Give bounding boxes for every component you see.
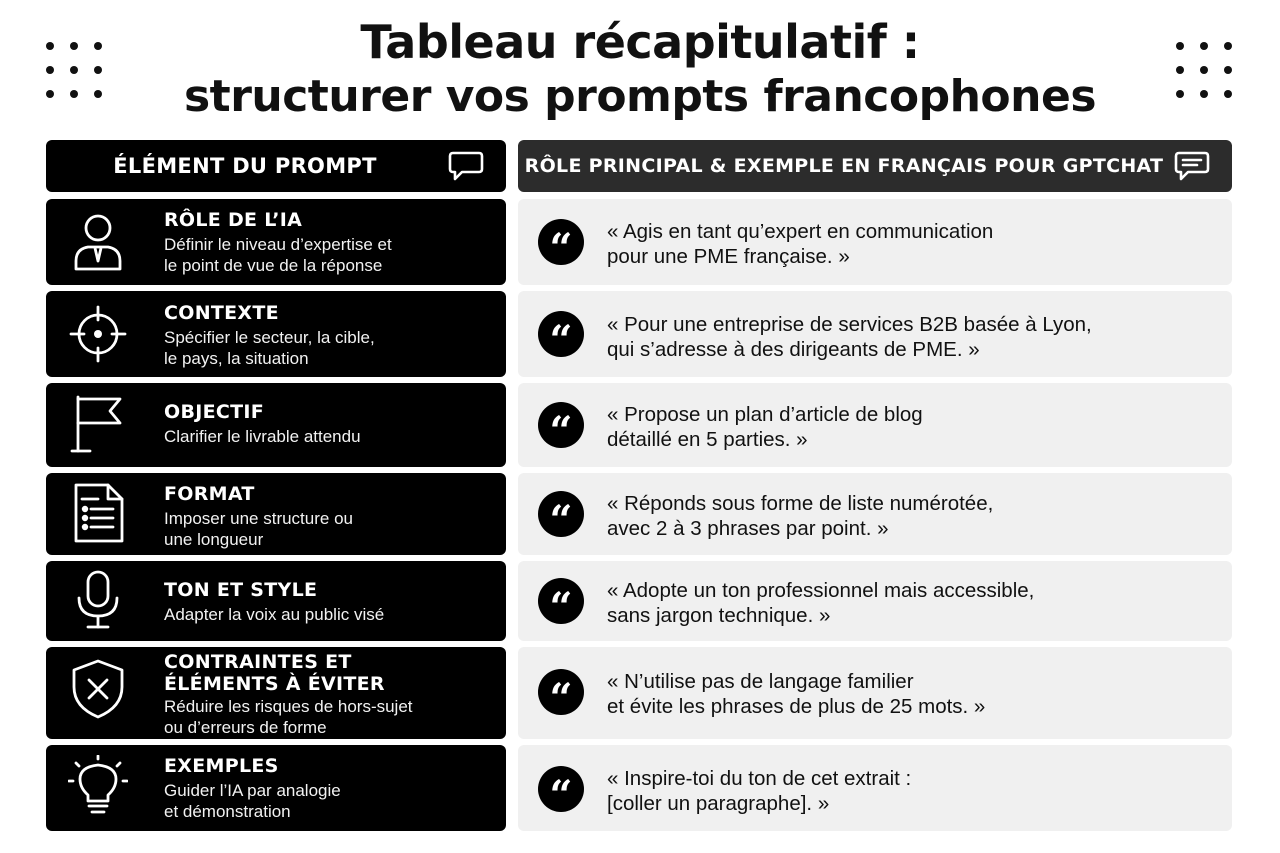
quote-icon: “ — [538, 669, 584, 715]
header-element-du-prompt — [46, 140, 506, 192]
speech-bubble-icon — [444, 149, 488, 183]
element-desc: Clarifier le livrable attendu — [164, 427, 361, 446]
element-desc: Guider l’IA par analogie et démonstration — [164, 781, 341, 821]
chat-lines-icon — [1170, 149, 1214, 183]
quote-icon: “ — [538, 311, 584, 357]
element-desc: Spécifier le secteur, la cible, le pays, la situation — [164, 328, 375, 368]
title-line-1: Tableau récapitulatif : — [360, 15, 920, 69]
example-text: « Pour une entreprise de services B2B basée à Lyon, qui s’adresse à des dirigeants de PME. » — [607, 313, 1092, 361]
element-row-contexte — [46, 291, 506, 377]
element-row-objectif — [46, 383, 506, 467]
header-role-principal — [518, 140, 1232, 192]
element-desc: Imposer une structure ou une longueur — [164, 509, 353, 549]
example-row-contraintes — [518, 647, 1232, 739]
element-row-exemples — [46, 745, 506, 831]
element-row-ton-et-style — [46, 561, 506, 641]
shield-x-icon — [68, 659, 128, 719]
element-desc: Adapter la voix au public visé — [164, 605, 385, 624]
quote-icon: “ — [538, 578, 584, 624]
example-text: « Réponds sous forme de liste numérotée, avec 2 à 3 phrases par point. » — [607, 492, 994, 540]
microphone-icon — [68, 570, 128, 630]
element-name: FORMAT — [164, 483, 255, 505]
quote-icon: “ — [538, 766, 584, 812]
element-row-role-ia — [46, 199, 506, 285]
example-row-ton-et-style — [518, 561, 1232, 641]
example-row-format — [518, 473, 1232, 555]
person-icon — [68, 211, 128, 271]
element-desc: Définir le niveau d’expertise et le point de vue de la réponse — [164, 235, 392, 275]
document-list-icon — [68, 483, 128, 543]
example-text: « Agis en tant qu’expert en communication pour une PME française. » — [607, 220, 994, 268]
example-text: « Propose un plan d’article de blog détaillé en 5 parties. » — [607, 403, 923, 451]
example-row-contexte — [518, 291, 1232, 377]
page-title — [0, 14, 1280, 124]
crosshair-icon — [68, 304, 128, 364]
decorative-dots-left-icon — [46, 42, 104, 100]
header-left-label: ÉLÉMENT DU PROMPT — [113, 154, 377, 178]
title-line-2: structurer vos prompts francophones — [183, 71, 1097, 122]
example-row-role-ia — [518, 199, 1232, 285]
header-right-label: RÔLE PRINCIPAL & EXEMPLE EN FRANÇAIS POUR GPTCHAT — [524, 155, 1164, 177]
element-row-format — [46, 473, 506, 555]
quote-icon: “ — [538, 402, 584, 448]
element-name: OBJECTIF — [164, 401, 265, 423]
quote-icon: “ — [538, 491, 584, 537]
element-name: CONTRAINTES ET ÉLÉMENTS À ÉVITER — [164, 651, 385, 695]
example-text: « N’utilise pas de langage familier et évite les phrases de plus de 25 mots. » — [607, 670, 986, 718]
element-name: TON ET STYLE — [164, 579, 318, 601]
element-name: RÔLE DE L’IA — [164, 209, 303, 231]
example-row-objectif — [518, 383, 1232, 467]
lightbulb-icon — [68, 755, 128, 815]
element-row-contraintes — [46, 647, 506, 739]
example-row-exemples — [518, 745, 1232, 831]
flag-icon — [68, 393, 128, 453]
example-text: « Inspire-toi du ton de cet extrait : [coller un paragraphe]. » — [607, 767, 912, 815]
element-name: EXEMPLES — [164, 755, 279, 777]
element-desc: Réduire les risques de hors-sujet ou d’erreurs de forme — [164, 697, 413, 737]
element-name: CONTEXTE — [164, 302, 279, 324]
quote-icon: “ — [538, 219, 584, 265]
example-text: « Adopte un ton professionnel mais accessible, sans jargon technique. » — [607, 579, 1035, 627]
decorative-dots-right-icon — [1176, 42, 1234, 100]
